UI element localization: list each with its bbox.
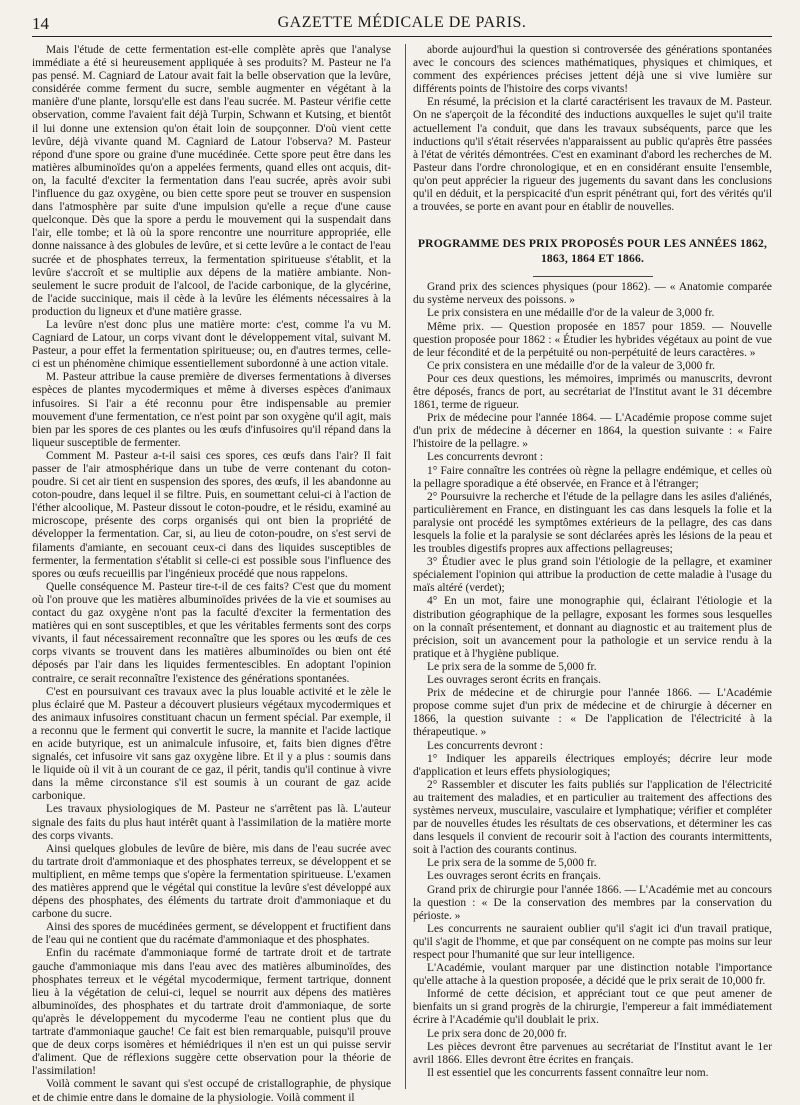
paragraph: En résumé, la précision et la clarté caractérisent les travaux de M. Pasteur. On ne s'aperçoit de la fécondité des inductions auxquelles le sujet qu'il traite actuellement l'a conduit, que dans les travaux subséquents, parce que les inductions qu'il s'était réservées n'apparaissent au public qu'après être passées à l'état de vérités démontrées. C'est en examinant d'abord les recherches de M. Pasteur dans l'ordre chronologique, et en en considérant ensuite l'ensemble, qu'on peut apprécier la rigueur des jugements du savant dans les conclusions qu'il en déduit, et la perspicacité d'un esprit pénétrant qui, fort des vérités qu'il a trouvées, se porte en avant pour en établir de nouvelles. xyxy=(413,96,772,214)
paragraph: Ce prix consistera en une médaille d'or de la valeur de 3,000 fr. xyxy=(427,359,715,372)
paragraph: Prix de médecine et de chirurgie pour l'année 1866. — L'Académie propose comme sujet d'un prix de médecine et de chirurgie à décerner en 1866, la question suivante : « De l'application de l'électricité à la thérapeutique. » xyxy=(413,687,772,739)
paragraph: 4° En un mot, faire une monographie qui, éclairant l'étiologie et la distribution géographique de la pellagre, exposant les formes sous lesquelles on la connaît présentement, et donnant au diagnostic et au traitement plus de précision, soit un avancement pour la pathologie et un service rendu à la pratique et à l'hygiène publique. xyxy=(413,595,772,660)
paragraph: Voilà comment le savant qui s'est occupé de cristallographie, de physique et de chimie entre dans le domaine de la physiologie. Voilà comment il xyxy=(32,1078,391,1104)
paragraph: 3° Étudier avec le plus grand soin l'étiologie de la pellagre, et examiner spécialement l'opinion qui attribue la production de cette maladie à l'usage du maïs altéré (verdet); xyxy=(413,556,772,595)
paragraph: Même prix. — Question proposée en 1857 pour 1859. — Nouvelle question proposée pour 1862 : « Étudier les hybrides végétaux au point de vue de leur fécondité et de la perpétuité ou non-perpétuité de leurs caractères. » xyxy=(413,320,772,359)
paragraph: aborde aujourd'hui la question si controversée des générations spontanées avec le concours des sciences mathématiques, physiques et chimiques, et comment des expériences précises jettent déjà une si vive lumière sur différents points de l'histoire des corps vivants! xyxy=(413,44,772,96)
paragraph: Les concurrents devront : xyxy=(427,451,544,464)
paragraph: 2° Rassembler et discuter les faits publiés sur l'application de l'électricité au traitement des maladies, et en particulier au traitement des affections des systèmes nerveux, musculaire, vasculaire et lymphatique; vérifier et compléter par de nouvelles études les résultats de ces observations, et déterminer les cas dans lesquels il convient de recourir soit à l'action des courants intermittents, soit à l'action des courants continus. xyxy=(413,778,772,857)
paragraph: C'est en poursuivant ces travaux avec la plus louable activité et le zèle le plus éclairé que M. Pasteur a découvert plusieurs végétaux mycodermiques et des animaux infusoires constituant chacun un ferment spécial. Par exemple, il a reconnu que le ferment qui convertit le sucre, la mannite et l'acide lactique en acide butyrique, est un animalcule infusoire, et, faits bien dignes d'être signalés, cet infusoire vit sans gaz oxygène libre. Et il y a plus : soumis dans le liquide où il vit à un courant de ce gaz, il périt, tandis qu'il continue à vivre dans la même circonstance s'il est soumis à un courant de gaz acide carbonique. xyxy=(32,685,391,803)
journal-title: GAZETTE MÉDICALE DE PARIS. xyxy=(277,14,527,31)
paragraph: La levûre n'est donc plus une matière morte: c'est, comme l'a vu M. Cagniard de Latour, un corps vivant dont le développement vital, suivant M. Pasteur, a pour effet la fermentation spiritueuse; ou, en d'autres termes, celle-ci est un phénomène chimique essentiellement subordonné à une action vitale. xyxy=(32,318,391,371)
section-title: PROGRAMME DES PRIX PROPOSÉS POUR LES ANNÉES 1862, 1863, 1864 ET 1866. xyxy=(417,237,768,266)
paragraph: Grand prix des sciences physiques (pour 1862). — « Anatomie comparée du système nerveux des poissons. » xyxy=(413,281,772,307)
paragraph: M. Pasteur attribue la cause première de diverses fermentations à diverses espèces de plantes mycodermiques et même à diverses espèces d'animaux infusoires. Si l'air a été reconnu pour être indispensable au premier mouvement d'une fermentation, ce n'est point par son oxygène qu'il agit, mais bien par les spores de ces plantes ou les œufs d'infusoires qu'il répand dans la liqueur susceptible de fermenter. xyxy=(32,371,391,449)
paragraph: Les ouvrages seront écrits en français. xyxy=(427,674,601,687)
paragraph: Ainsi quelques globules de levûre de bière, mis dans de l'eau sucrée avec du tartrate droit d'ammoniaque et des phosphates terreux, se développent et se multiplient, en même temps que s'opère la fermentation spiritueuse. L'examen des matières apprend que le végétal qui constitue la levûre s'est développé aux dépens des phosphates, des éléments du tartrate droit d'ammoniaque et du carbone du sucre. xyxy=(32,842,391,921)
paragraph: Le prix sera donc de 20,000 fr. xyxy=(427,1027,567,1040)
paragraph: 1° Faire connaître les contrées où règne la pellagre endémique, et celles où la pellagre sporadique a été observée, en France et à l'étranger; xyxy=(413,464,772,490)
paragraph: Comment M. Pasteur a-t-il saisi ces spores, ces œufs dans l'air? Il fait passer de l'air atmosphérique dans un tube de verre contenant du coton-poudre. Si cet air tient en suspension des spores, des œufs, il les abandonne au coton-poudre, dans lequel il se filtre. Puis, en soumettant celui-ci à l'action de l'éther alcoolique, M. Pasteur dissout le coton-poudre, et le résidu, examiné au microscope, présente des corps organisés qui ont bien la propriété de développer la fermentation. Car, si, au lieu de coton-poudre, on s'est servi de filaments d'amiante, en secouant ceux-ci dans des liquides susceptibles de fermenter, la fermentation s'établit si celle-ci est possible sous l'influence des spores ou œufs recueillis par l'ingénieux procédé que nous rappelons. xyxy=(32,449,391,580)
section-divider xyxy=(533,276,653,277)
paragraph: Quelle conséquence M. Pasteur tire-t-il de ces faits? C'est que du moment où l'on prouve que les matières albuminoïdes privées de la vie et soumises au contact du gaz oxygène n'ont pas la faculté d'exciter la fermentation des matières qui en sont susceptibles, et que les véritables ferments sont des corps vivants, il faut nécessairement reconnaître que les spores ou les œufs de ces corps vivants se trouvent dans les matières albuminoïdes ou bien ont été déposés par l'air dans les liquides fermentescibles. En adoptant l'opinion contraire, ce serait reconnaître l'existence des générations spontanées. xyxy=(32,580,391,685)
paragraph: Le prix sera de la somme de 5,000 fr. xyxy=(427,857,597,870)
paragraph: Grand prix de chirurgie pour l'année 1866. — L'Académie met au concours la question : « De la conservation des membres par la conservation du périoste. » xyxy=(413,883,772,922)
paragraph: 2° Poursuivre la recherche et l'étude de la pellagre dans les asiles d'aliénés, particulièrement en France, en distinguant les cas dans lesquels la folie et la paralysie ont procédé les symptômes extérieurs de la pellagre, des cas dans lesquels la folie et la paralysie se sont déclarées après les lésions de la peau et les troubles digestifs propres aux affections pellagreuses; xyxy=(413,490,772,556)
paragraph: Mais l'étude de cette fermentation est-elle complète après que l'analyse immédiate a été si heureusement appliquée à ses produits? M. Pasteur ne l'a pas pensé. M. Cagniard de Latour avait fait la belle observation que la levûre, considérée comme ferment du sucre, semble augmenter en végétant à la manière d'une plante, lorsqu'elle est dans l'eau sucrée. M. Pasteur vérifie cette observation, comme l'avaient fait déjà Turpin, Schwann et Kutsing, et bientôt il lui donne une extension qu'on était loin de soupçonner. D'où vient cette levûre, déjà vivante quand M. Cagniard de Latour l'observa? M. Pasteur répond d'une spore ou graine d'une mucédinée. Cette spore peut être dans les matières albuminoïdes qu'on a appelées ferments, quand elles ont acquis, dit-on, la faculté d'exciter la fermentation dans l'eau sucrée, après avoir subi l'influence du gaz oxygène, ou bien cette spore peut se trouver en suspension dans l'atmosphère par suite d'une impulsion qu'elle a reçue d'une cause quelconque. Dès que la spore a perdu le mouvement qui la suspendait dans l'air, elle tombe; et là où la spore rencontre une nourriture appropriée, elle donne naissance à des globules de levûre, et si cette levûre a le contact de l'eau sucrée et de phosphates terreux, la fermentation spiritueuse s'établit, et la levûre s'accroît et se multiplie aux dépens de la matière ambiante. Non-seulement le sucre produit de l'alcool, de l'acide carbonique, de la glycérine, de l'acide succinique, mais il cède à la levûre les éléments nécessaires à la production du ligneux et d'une matière grasse. xyxy=(32,44,391,318)
paragraph: Les concurrents ne sauraient oublier qu'il s'agit ici d'un travail pratique, qu'il s'agit de l'homme, et que par conséquent on ne compte pas moins sur leur respect pour l'humanité que sur leur intelligence. xyxy=(413,922,772,961)
paragraph: Pour ces deux questions, les mémoires, imprimés ou manuscrits, devront être déposés, francs de port, au secrétariat de l'Institut avant le 31 décembre 1861, terme de rigueur. xyxy=(413,372,772,412)
paragraph: Prix de médecine pour l'année 1864. — L'Académie propose comme sujet d'un prix de médecine à décerner en 1864, la question suivante : « Faire l'histoire de la pellagre. » xyxy=(413,412,772,451)
text-columns xyxy=(32,44,772,1104)
paragraph: Le prix sera de la somme de 5,000 fr. xyxy=(427,660,597,673)
paragraph: Informé de cette décision, et appréciant tout ce que peut amener de bienfaits un si grand progrès de la chirurgie, l'empereur a fait immédiatement écrire à l'Académie qu'il doublait le prix. xyxy=(413,988,772,1027)
paragraph: Les concurrents devront : xyxy=(427,739,544,752)
page-number: 14 xyxy=(32,14,49,33)
paragraph: Il est essentiel que les concurrents fassent connaître leur nom. xyxy=(427,1066,709,1079)
paragraph: Les travaux physiologiques de M. Pasteur ne s'arrêtent pas là. L'auteur signale des faits du plus haut intérêt quant à l'assimilation de la matière morte des corps vivants. xyxy=(32,803,391,842)
right-column xyxy=(405,44,772,1089)
paragraph: Enfin du racémate d'ammoniaque formé de tartrate droit et de tartrate gauche d'ammoniaque mis dans l'eau avec des matières albuminoïdes, des phosphates terreux et le végétal mycodermique, ferment tartrique, donnent lieu à la végétation de celui-ci, lequel se nourrit aux dépens des matières albuminoïdes, des phosphates et du tartrate droit d'ammoniaque, de sorte qu'après le développement du mycoderme l'eau ne contient plus que du tartrate d'ammoniaque gauche! Ce fait est bien remarquable, puisqu'il prouve que de deux corps isomères et hémiédriques il n'en est un qui puisse servir d'aliment. Que de réflexions suggère cette observation pour la théorie de l'assimilation! xyxy=(32,947,391,1078)
paragraph: Les ouvrages seront écrits en français. xyxy=(427,870,601,883)
paragraph: Ainsi des spores de mucédinées germent, se développent et fructifient dans de l'eau qui ne contient que du racémate d'ammoniaque et des phosphates. xyxy=(32,921,391,947)
paragraph: Le prix consistera en une médaille d'or de la valeur de 3,000 fr. xyxy=(427,307,715,320)
paragraph: Les pièces devront être parvenues au secrétariat de l'Institut avant le 1er avril 1866. Elles devront être écrites en français. xyxy=(413,1040,772,1066)
paragraph: L'Académie, voulant marquer par une distinction notable l'importance qu'elle attache à la question proposée, a décidé que le prix serait de 10,000 fr. xyxy=(413,962,772,988)
left-column xyxy=(32,44,391,1104)
paragraph: 1° Indiquer les appareils électriques employés; décrire leur mode d'application et leurs effets physiologiques; xyxy=(413,752,772,778)
page-header xyxy=(32,12,772,37)
